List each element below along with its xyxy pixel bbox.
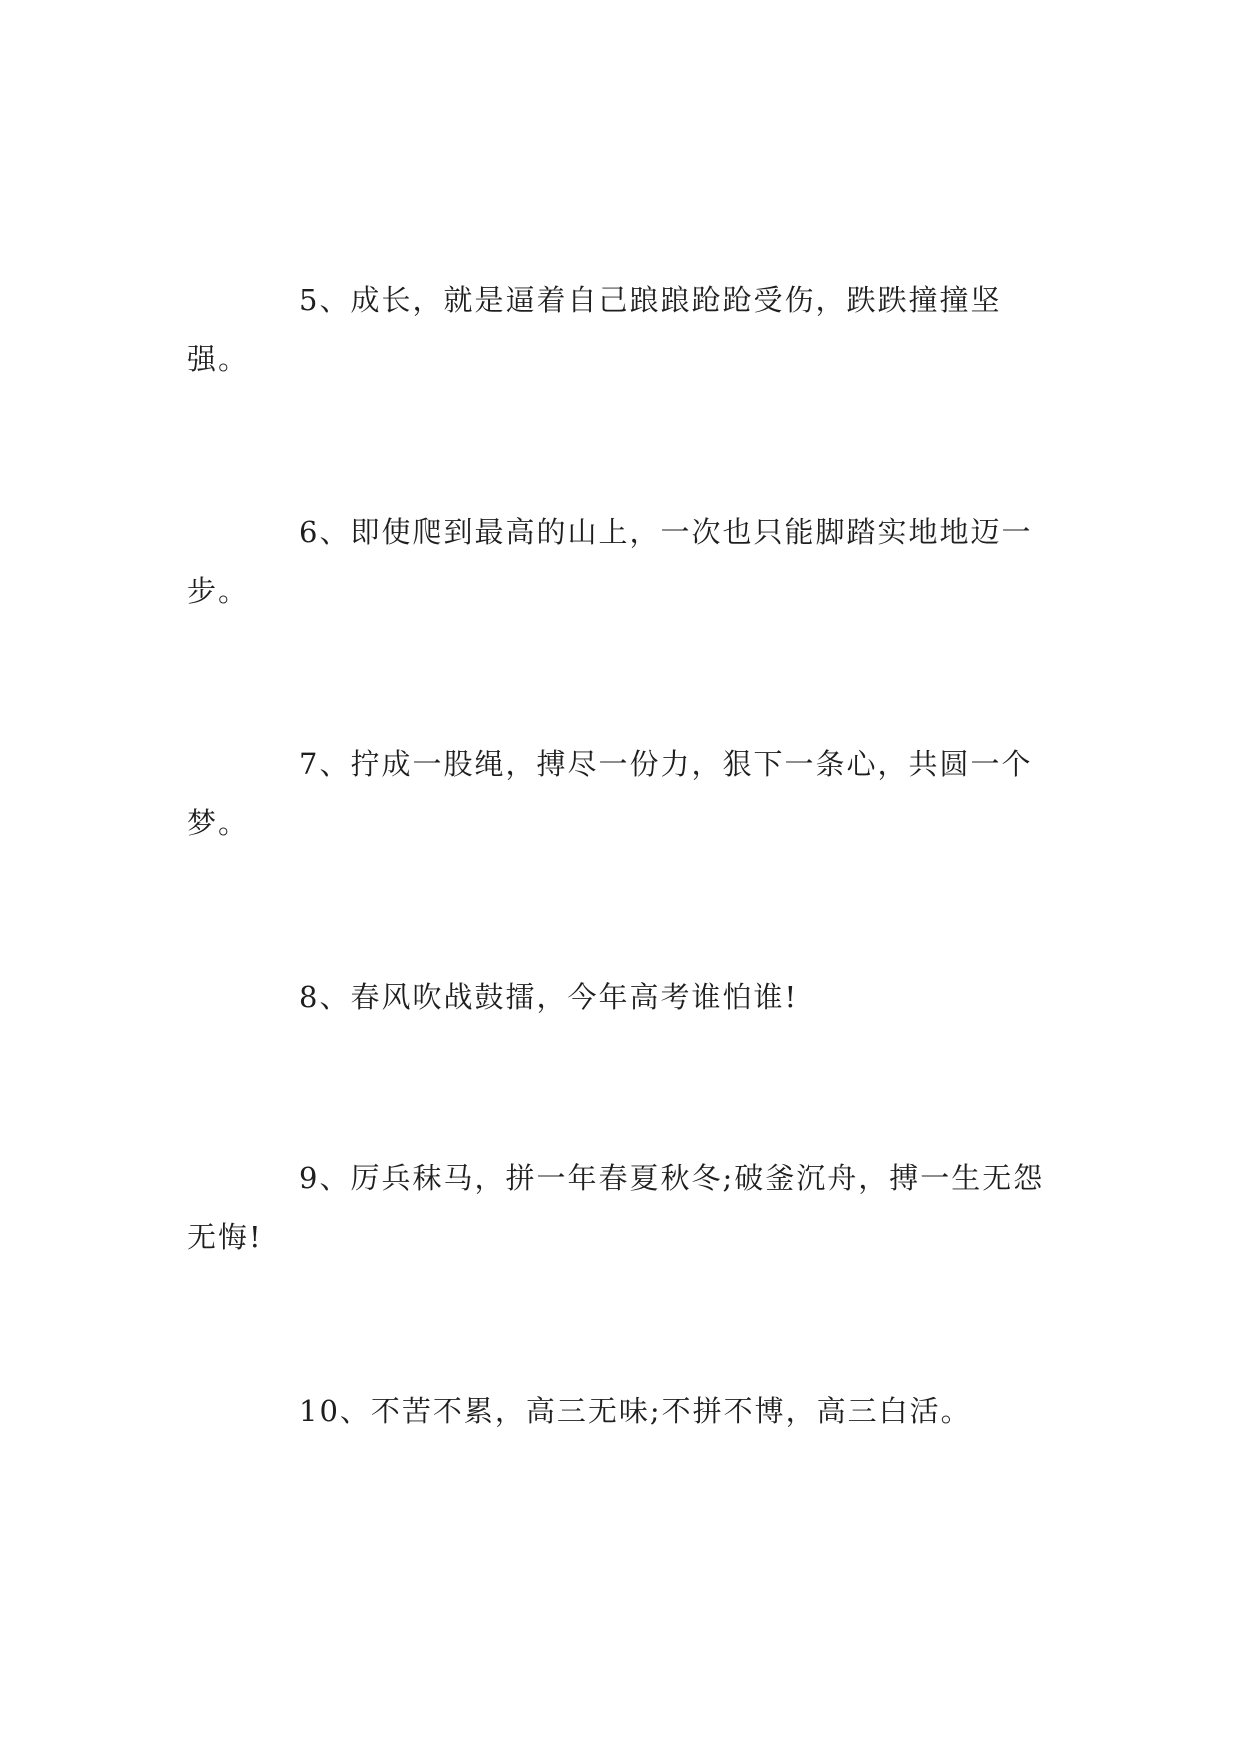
paragraph-7: 7、拧成一股绳，搏尽一份力，狠下一条心，共圆一个梦。 [187, 747, 1033, 840]
paragraph-9: 9、厉兵秣马，拼一年春夏秋冬;破釜沉舟，搏一生无怨无悔! [187, 1161, 1045, 1254]
paragraph-10: 10、不苦不累，高三无味;不拼不博，高三白活。 [299, 1394, 972, 1428]
paragraph-8: 8、春风吹战鼓擂，今年高考谁怕谁! [299, 980, 799, 1014]
paragraph-6: 6、即使爬到最高的山上，一次也只能脚踏实地地迈一步。 [187, 515, 1033, 608]
paragraph-5: 5、成长，就是逼着自己踉踉跄跄受伤，跌跌撞撞坚强。 [187, 283, 1002, 376]
